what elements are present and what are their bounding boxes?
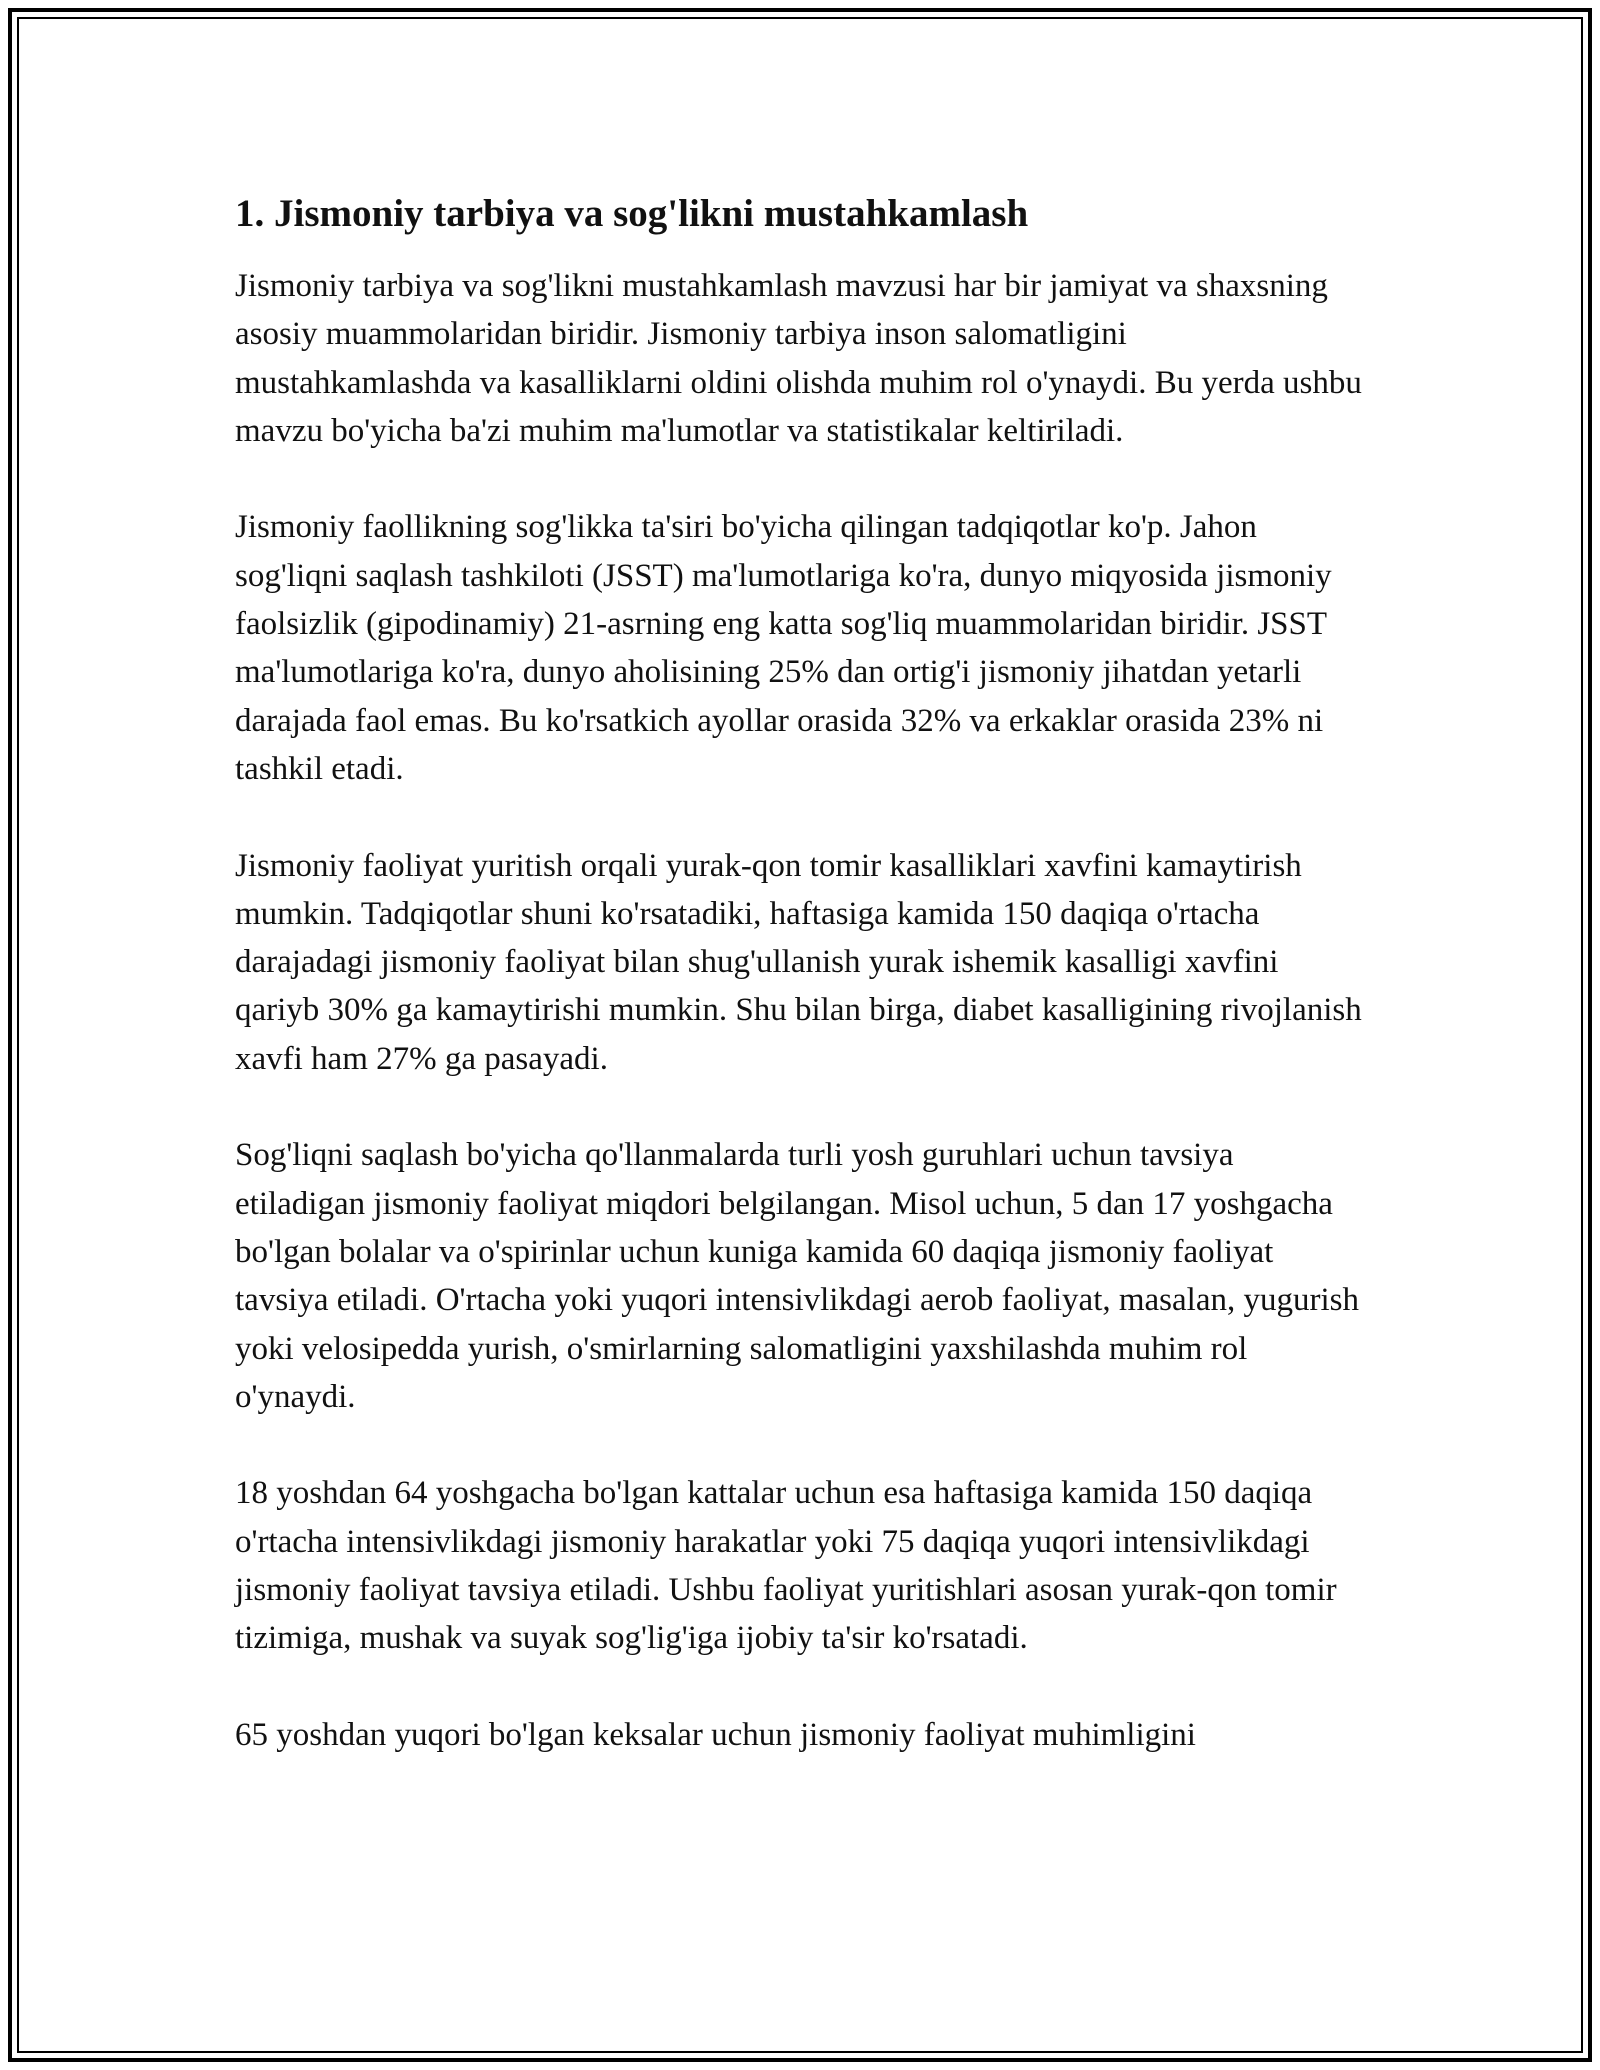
paragraph-adult-guidelines: 18 yoshdan 64 yoshgacha bo'lgan kattalar uchun esa haftasiga kamida 150 daqiqa o'rtacha intensivlikdagi jismoniy harakatlar yoki 75 daqiqa yuqori intensivlikdagi jismoniy faoliyat tavsiya etiladi. Ushbu faoliyat yuritishlari asosan yurak-qon tomir tizimiga, mushak va suyak sog'lig'iga ijobiy ta'sir ko'rsatadi.	[235, 1475, 1337, 1657]
paragraph-intro: Jismoniy tarbiya va sog'likni mustahkamlash mavzusi har bir jamiyat va shaxsning asosiy muammolaridan biridir. Jismoniy tarbiya inson salomatligini mustahkamlashda va kasalliklarni oldini olishda muhim rol o'ynaydi. Bu yerda ushbu mavzu bo'yicha ba'zi muhim ma'lumotlar va statistikalar keltiriladi.	[235, 268, 1362, 449]
paragraph-children-guidelines: Sog'liqni saqlash bo'yicha qo'llanmalarda turli yosh guruhlari uchun tavsiya etiladigan jismoniy faoliyat miqdori belgilangan. Misol uchun, 5 dan 17 yoshgacha bo'lgan bolalar va o'spirinlar uchun kuniga kamida 60 daqiqa jismoniy faoliyat tavsiya etiladi. O'rtacha yoki yuqori intensivlikdagi aerob faoliyat, masalan, yugurish yoki velosipedda yurish, o'smirlarning salomatligini yaxshilashda muhim rol o'ynaydi.	[235, 1137, 1359, 1415]
paragraph-cardiovascular-risk: Jismoniy faoliyat yuritish orqali yurak-qon tomir kasalliklari xavfini kamaytirish mumkin. Tadqiqotlar shuni ko'rsatadiki, haftasiga kamida 150 daqiqa o'rtacha darajadagi jismoniy faoliyat bilan shug'ullanish yurak ishemik kasalligi xavfini qariyb 30% ga kamaytirishi mumkin. Shu bilan birga, diabet kasalligining rivojlanish xavfi ham 27% ga pasayadi.	[235, 847, 1362, 1077]
paragraph-who-statistics: Jismoniy faollikning sog'likka ta'siri bo'yicha qilingan tadqiqotlar ko'p. Jahon sog'liqni saqlash tashkiloti (JSST) ma'lumotlariga ko'ra, dunyo miqyosida jismoniy faolsizlik (gipodinamiy) 21-asrning eng katta sog'liq muammolaridan biridir. JSST ma'lumotlariga ko'ra, dunyo aholisining 25% dan ortig'i jismoniy jihatdan yetarli darajada faol emas. Bu ko'rsatkich ayollar orasida 32% va erkaklar orasida 23% ni tashkil etadi.	[235, 509, 1332, 787]
section-heading: 1. Jismoniy tarbiya va sog'likni mustahkamlash	[235, 192, 1029, 235]
document-body	[235, 188, 1365, 1808]
paragraph-elderly-guidelines: 65 yoshdan yuqori bo'lgan keksalar uchun jismoniy faoliyat muhimligini	[235, 1716, 1196, 1753]
